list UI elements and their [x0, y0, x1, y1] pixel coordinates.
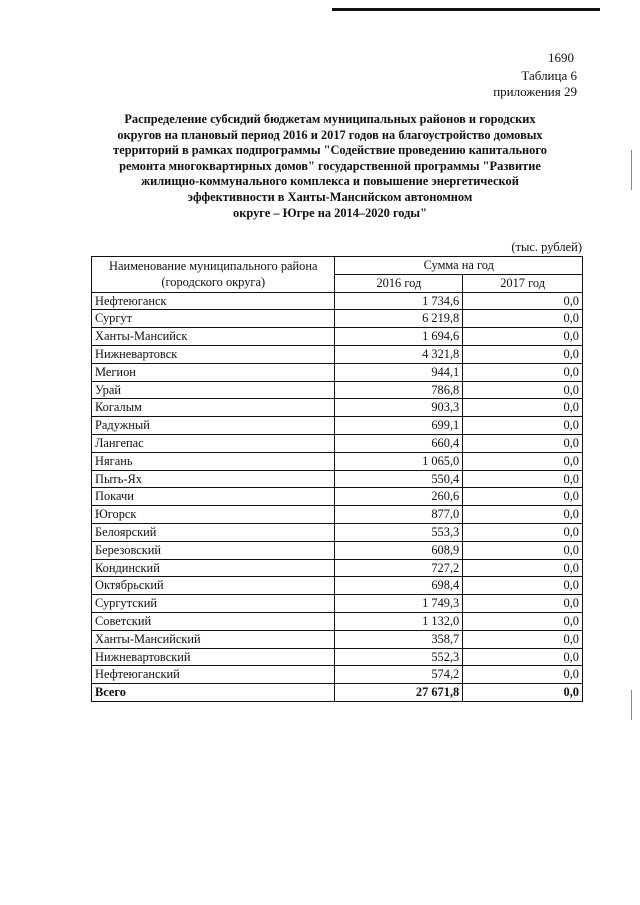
- table-reference-line: приложения 29: [493, 84, 577, 99]
- municipality-cell: Нефтеюганский: [92, 666, 335, 684]
- municipality-cell: Нижневартовский: [92, 648, 335, 666]
- municipality-cell: Ханты-Мансийск: [92, 328, 335, 346]
- table-header-row: [92, 257, 583, 275]
- value-2017-cell: 0,0: [463, 345, 583, 363]
- municipality-cell: Всего: [92, 684, 335, 702]
- table-row: [92, 328, 583, 346]
- value-2017-cell: 0,0: [463, 684, 583, 702]
- header-municipality-line: (городского округа): [161, 275, 266, 290]
- title-line: округе – Югре на 2014–2020 годы": [233, 205, 427, 220]
- value-2017-cell: 0,0: [463, 630, 583, 648]
- value-2017-cell: 0,0: [463, 648, 583, 666]
- value-2016-cell: 6 219,8: [335, 310, 463, 328]
- title-line: округов на плановый период 2016 и 2017 годов на благоустройство домовых: [117, 127, 543, 142]
- value-2016-cell: 608,9: [335, 541, 463, 559]
- value-2016-cell: 699,1: [335, 417, 463, 435]
- municipality-cell: Мегион: [92, 363, 335, 381]
- municipality-cell: Радужный: [92, 417, 335, 435]
- table-row: [92, 292, 583, 310]
- municipality-cell: Югорск: [92, 506, 335, 524]
- value-2017-cell: 0,0: [463, 452, 583, 470]
- value-2017-cell: 0,0: [463, 434, 583, 452]
- value-2016-cell: 727,2: [335, 559, 463, 577]
- title-line: ремонта многоквартирных домов" государственной программы "Развитие: [119, 158, 541, 173]
- table-row: [92, 541, 583, 559]
- table-row: [92, 559, 583, 577]
- table-row: [92, 577, 583, 595]
- value-2017-cell: 0,0: [463, 328, 583, 346]
- table-row: [92, 345, 583, 363]
- value-2016-cell: 698,4: [335, 577, 463, 595]
- value-2017-cell: 0,0: [463, 292, 583, 310]
- table-row: [92, 417, 583, 435]
- value-2017-cell: 0,0: [463, 595, 583, 613]
- value-2016-cell: 944,1: [335, 363, 463, 381]
- value-2016-cell: 358,7: [335, 630, 463, 648]
- value-2017-cell: 0,0: [463, 417, 583, 435]
- top-scan-rule: [332, 8, 600, 11]
- value-2017-cell: 0,0: [463, 541, 583, 559]
- municipality-cell: Ханты-Мансийский: [92, 630, 335, 648]
- table-row: [92, 630, 583, 648]
- document-title: [100, 112, 560, 221]
- value-2016-cell: 574,2: [335, 666, 463, 684]
- value-2016-cell: 660,4: [335, 434, 463, 452]
- title-line: территорий в рамках подпрограммы "Содействие проведению капитального: [113, 143, 547, 158]
- value-2016-cell: 1 734,6: [335, 292, 463, 310]
- header-sum-per-year: Сумма на год: [335, 257, 583, 275]
- value-2016-cell: 786,8: [335, 381, 463, 399]
- municipality-cell: Березовский: [92, 541, 335, 559]
- value-2017-cell: 0,0: [463, 488, 583, 506]
- value-2017-cell: 0,0: [463, 523, 583, 541]
- value-2016-cell: 877,0: [335, 506, 463, 524]
- table-row: [92, 470, 583, 488]
- table-row: [92, 399, 583, 417]
- value-2017-cell: 0,0: [463, 506, 583, 524]
- table-row: [92, 648, 583, 666]
- municipality-cell: Советский: [92, 612, 335, 630]
- value-2017-cell: 0,0: [463, 399, 583, 417]
- value-2017-cell: 0,0: [463, 363, 583, 381]
- scan-edge-mark: [631, 150, 632, 190]
- header-2016: 2016 год: [335, 274, 463, 292]
- municipality-cell: Белоярский: [92, 523, 335, 541]
- scan-edge-mark: [631, 690, 632, 720]
- value-2016-cell: 550,4: [335, 470, 463, 488]
- table-reference-line: Таблица 6: [521, 68, 577, 83]
- value-2017-cell: 0,0: [463, 381, 583, 399]
- table-row: [92, 310, 583, 328]
- table-total-row: [92, 684, 583, 702]
- subsidy-table: [91, 256, 583, 702]
- table-row: [92, 488, 583, 506]
- table-row: [92, 666, 583, 684]
- table-row: [92, 434, 583, 452]
- page-number: 1690: [548, 50, 574, 65]
- table-row: [92, 381, 583, 399]
- value-2016-cell: 1 694,6: [335, 328, 463, 346]
- value-2016-cell: 1 065,0: [335, 452, 463, 470]
- table-row: [92, 612, 583, 630]
- value-2017-cell: 0,0: [463, 470, 583, 488]
- title-line: жилищно-коммунального комплекса и повышение энергетической: [141, 174, 519, 189]
- table-row: [92, 595, 583, 613]
- value-2016-cell: 903,3: [335, 399, 463, 417]
- value-2016-cell: 27 671,8: [335, 684, 463, 702]
- municipality-cell: Когалым: [92, 399, 335, 417]
- table-row: [92, 506, 583, 524]
- table-row: [92, 363, 583, 381]
- municipality-cell: Сургутский: [92, 595, 335, 613]
- header-2017: 2017 год: [463, 274, 583, 292]
- municipality-cell: Урай: [92, 381, 335, 399]
- value-2016-cell: 1 132,0: [335, 612, 463, 630]
- municipality-cell: Кондинский: [92, 559, 335, 577]
- table-reference: [470, 68, 577, 100]
- value-2016-cell: 260,6: [335, 488, 463, 506]
- value-2016-cell: 1 749,3: [335, 595, 463, 613]
- title-line: Распределение субсидий бюджетам муниципальных районов и городских: [124, 112, 536, 126]
- value-2017-cell: 0,0: [463, 559, 583, 577]
- municipality-cell: Лангепас: [92, 434, 335, 452]
- municipality-cell: Нефтеюганск: [92, 292, 335, 310]
- title-line: эффективности в Ханты-Мансийском автономном: [187, 189, 473, 204]
- table-row: [92, 452, 583, 470]
- municipality-cell: Нижневартовск: [92, 345, 335, 363]
- header-municipality: [92, 257, 335, 293]
- value-2017-cell: 0,0: [463, 310, 583, 328]
- municipality-cell: Сургут: [92, 310, 335, 328]
- units-label: (тыс. рублей): [511, 240, 582, 254]
- table-row: [92, 523, 583, 541]
- value-2016-cell: 4 321,8: [335, 345, 463, 363]
- header-municipality-line: Наименование муниципального района: [109, 258, 318, 273]
- value-2017-cell: 0,0: [463, 577, 583, 595]
- municipality-cell: Покачи: [92, 488, 335, 506]
- municipality-cell: Пыть-Ях: [92, 470, 335, 488]
- value-2017-cell: 0,0: [463, 612, 583, 630]
- municipality-cell: Октябрьский: [92, 577, 335, 595]
- value-2016-cell: 552,3: [335, 648, 463, 666]
- value-2017-cell: 0,0: [463, 666, 583, 684]
- municipality-cell: Нягань: [92, 452, 335, 470]
- value-2016-cell: 553,3: [335, 523, 463, 541]
